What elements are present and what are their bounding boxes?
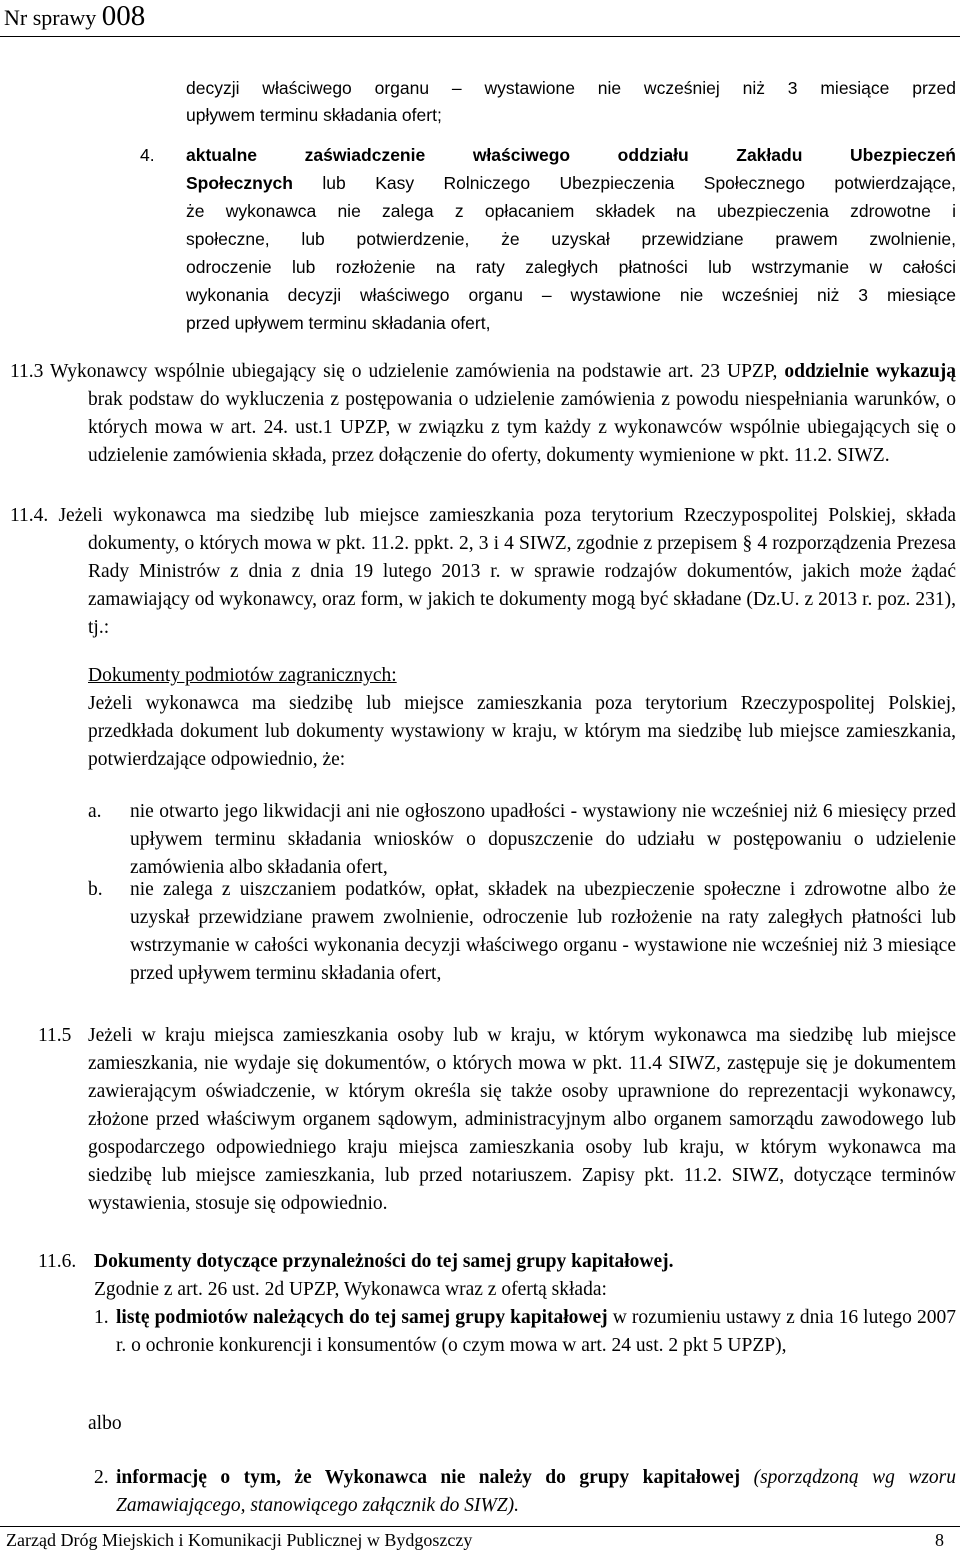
- item-1-rest: w rozumieniu ustawy z dnia 16 lutego 2007 r. o ochronie konkurencji i konsumentów (o czym mowa w art. 24 ust. 2 pkt 5 UPZP),: [116, 1307, 956, 1356]
- section-11-3-text-b: brak podstaw do wykluczenia z postępowania o udzielenie zamówienia z powodu niespełniania warunków, o których mowa w art. 24. ust.1 UPZP, w związku z tym każdy z wykonawców wspólnie ubiegających się o udzielenie zamówienia składa, przez dołączenie do oferty, dokumenty wymienione w pkt. 11.2. SIWZ.: [88, 389, 956, 466]
- footer-organization: Zarząd Dróg Miejskich i Komunikacji Publicznej w Bydgoszczy: [6, 1530, 473, 1550]
- section-11-6-heading-text: Dokumenty dotyczące przynależności do tej samej grupy kapitałowej.: [94, 1251, 674, 1272]
- header-prefix: Nr sprawy: [4, 5, 97, 30]
- item-4-rest-2: lub Kasy Rolniczego Ubezpieczenia Społecznego potwierdzające,: [322, 173, 956, 193]
- item-4-line-6: wykonania decyzji właściwego organu – wystawione nie wcześniej niż 3 miesiące: [186, 285, 956, 305]
- continuation-line-1: decyzji właściwego organu – wystawione nie wcześniej niż 3 miesiące przed: [186, 78, 956, 98]
- section-11-6-intro: Zgodnie z art. 26 ust. 2d UPZP, Wykonawca wraz z ofertą składa:: [94, 1279, 607, 1300]
- section-11-6-heading: [94, 1248, 674, 1276]
- item-2-bold: informację o tym, że Wykonawca nie należy do grupy kapitałowej: [116, 1467, 741, 1488]
- section-11-5-text: Jeżeli w kraju miejsca zamieszkania osoby lub w kraju, w którym wykonawca ma siedzibę lub miejsce zamieszkania, nie wydaje się dokumentów, o których mowa w pkt. 11.4 SIWZ, zastępuje się je dokumentem zawierającym oświadczenie, w którym określa się także osoby uprawnione do reprezentacji wykonawcy, złożone przed właściwym organem sądowym, administracyjnym albo organem samorządu zawodowego lub gospodarczego odpowiedniego kraju miejsca zamieszkania osoby lub kraju, w którym wykonawca ma siedzibę lub miejsce zamieszkania, lub przed notariuszem. Zapisy pkt. 11.2. SIWZ, dotyczące terminów wystawienia, stosuje się odpowiednio.: [88, 1025, 956, 1214]
- section-11-5-number: 11.5: [38, 1025, 72, 1046]
- item-4-number: 4.: [140, 145, 155, 165]
- item-a-text: nie otwarto jego likwidacji ani nie ogłoszono upadłości - wystawiony nie wcześniej niż 6 miesięcy przed upływem terminu składania wniosków o dopuszczenie do udziału w postępowaniu o udzielenie zamówienia albo składania ofert,: [130, 801, 956, 878]
- foreign-docs-heading-text: Dokumenty podmiotów zagranicznych:: [88, 665, 397, 686]
- item-4-line-4: społeczne, lub potwierdzenie, że uzyskał przewidziane prawem zwolnienie,: [186, 229, 956, 249]
- albo-separator: albo: [88, 1413, 122, 1434]
- foreign-docs-intro: Jeżeli wykonawca ma siedzibę lub miejsce zamieszkania poza terytorium Rzeczypospolitej Polskiej, przedkłada dokument lub dokumenty wystawiony w kraju, w którym ma siedzibę lub miejsce zamieszkania, potwierdzające odpowiednio, że:: [88, 693, 956, 770]
- header-divider: [0, 36, 960, 37]
- section-11-6-number: 11.6.: [38, 1251, 77, 1272]
- case-number: 008: [101, 0, 146, 32]
- item-2-text: [116, 1464, 956, 1520]
- item-b-label: b.: [88, 879, 103, 900]
- item-4-line-2: [186, 169, 956, 197]
- item-4-bold-2: Społecznych: [186, 173, 293, 193]
- foreign-docs-heading: [88, 662, 397, 690]
- section-11-4: 11.4. Jeżeli wykonawca ma siedzibę lub miejsce zamieszkania poza terytorium Rzeczypospolitej Polskiej, składa dokumenty, o których mowa w pkt. 11.2. ppkt. 2, 3 i 4 SIWZ, zgodnie z przepisem § 4 rozporządzenia Prezesa Rady Ministrów z dnia z dnia 19 lutego 2013 r. w sprawie rodzajów dokumentów, jakich może żądać zamawiający od wykonawcy, oraz form, w jakich te dokumenty mogą być składane (Dz.U. z 2013 r. poz. 231), tj.:: [10, 505, 956, 638]
- item-1-text: [116, 1304, 956, 1360]
- item-1-label: 1.: [94, 1307, 109, 1328]
- section-11-3-bold: oddzielnie wykazują: [784, 361, 956, 382]
- item-2-italic: (sporządzoną wg wzoru Zamawiającego, stanowiącego załącznik do SIWZ).: [116, 1467, 956, 1516]
- item-a-label: a.: [88, 801, 102, 822]
- item-b-text: nie zalega z uiszczaniem podatków, opłat, składek na ubezpieczenie społeczne i zdrowotne albo że uzyskał przewidziane prawem zwolnienie, odroczenie lub rozłożenie na raty zaległych płatności lub wstrzymanie w całości wykonania decyzji właściwego organu - wystawione nie wcześniej niż 3 miesiące przed upływem terminu składania ofert,: [130, 879, 956, 984]
- header: [4, 0, 145, 33]
- section-11-3-text-a: 11.3 Wykonawcy wspólnie ubiegający się o udzielenie zamówienia na podstawie art. 23 UPZP,: [10, 361, 778, 382]
- item-4-bold-1: aktualne zaświadczenie właściwego oddziału Zakładu Ubezpieczeń: [186, 145, 956, 165]
- item-4-line-3: że wykonawca nie zalega z opłacaniem składek na ubezpieczenia zdrowotne i: [186, 201, 956, 221]
- footer-divider: [0, 1526, 960, 1527]
- item-2-label: 2.: [94, 1467, 109, 1488]
- item-1-bold: listę podmiotów należących do tej samej grupy kapitałowej: [116, 1307, 608, 1328]
- item-4-line-7: przed upływem terminu składania ofert,: [186, 313, 491, 333]
- item-4-line-5: odroczenie lub rozłożenie na raty zaległych płatności lub wstrzymanie w całości: [186, 257, 956, 277]
- footer-page-number: 8: [935, 1530, 944, 1550]
- item-4-line-1: [186, 141, 956, 169]
- section-11-3: [10, 358, 956, 470]
- continuation-line-2: upływem terminu składania ofert;: [186, 105, 442, 125]
